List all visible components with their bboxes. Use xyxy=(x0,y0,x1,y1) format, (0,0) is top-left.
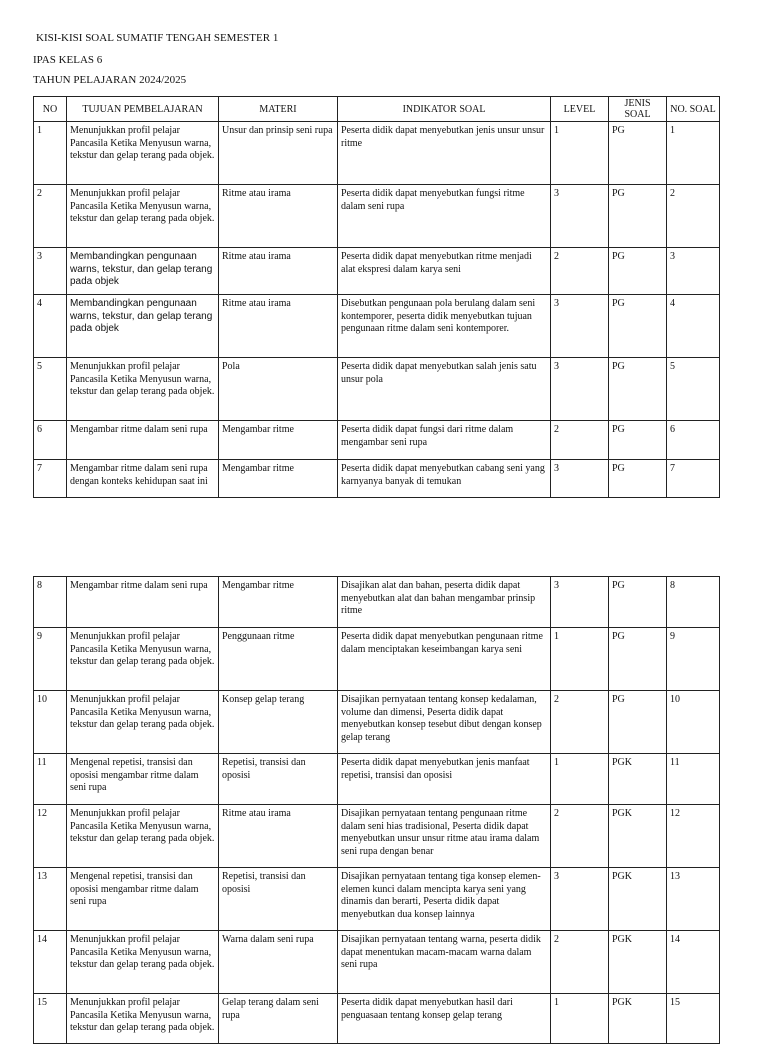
cell-no: 3 xyxy=(34,248,67,295)
cell-nomor: 9 xyxy=(667,628,720,691)
cell-no: 8 xyxy=(34,577,67,628)
cell-jenis: PG xyxy=(609,122,667,185)
cell-nomor: 7 xyxy=(667,460,720,498)
cell-no: 5 xyxy=(34,358,67,421)
cell-level: 1 xyxy=(551,628,609,691)
cell-indikator: Peserta didik dapat menyebutkan ritme menjadi alat ekspresi dalam karya seni xyxy=(338,248,551,295)
cell-level: 2 xyxy=(551,421,609,460)
cell-jenis: PG xyxy=(609,577,667,628)
cell-no: 12 xyxy=(34,805,67,868)
cell-level: 3 xyxy=(551,577,609,628)
table-row xyxy=(34,754,720,805)
cell-jenis: PG xyxy=(609,628,667,691)
cell-tujuan: Mengambar ritme dalam seni rupa dengan konteks kehidupan saat ini xyxy=(67,460,219,498)
table-row xyxy=(34,628,720,691)
cell-nomor: 1 xyxy=(667,122,720,185)
cell-materi: Unsur dan prinsip seni rupa xyxy=(219,122,338,185)
col-header-jenis: JENIS SOAL xyxy=(609,97,667,122)
cell-jenis: PG xyxy=(609,358,667,421)
cell-level: 2 xyxy=(551,931,609,994)
cell-indikator: Disajikan pernyataan tentang warna, peserta didik dapat menentukan macam-macam warna dalam seni rupa xyxy=(338,931,551,994)
document-title: KISI-KISI SOAL SUMATIF TENGAH SEMESTER 1 xyxy=(36,32,279,44)
cell-materi: Gelap terang dalam seni rupa xyxy=(219,994,338,1044)
cell-indikator: Peserta didik dapat menyebutkan pengunaan ritme dalam menciptakan keseimbangan karya seni xyxy=(338,628,551,691)
cell-level: 3 xyxy=(551,185,609,248)
cell-level: 1 xyxy=(551,754,609,805)
cell-level: 3 xyxy=(551,358,609,421)
cell-nomor: 11 xyxy=(667,754,720,805)
cell-tujuan: Menunjukkan profil pelajar Pancasila Ketika Menyusun warna, tekstur dan gelap terang pada objek. xyxy=(67,358,219,421)
cell-tujuan: Menunjukkan profil pelajar Pancasila Ketika Menyusun warna, tekstur dan gelap terang pada objek. xyxy=(67,122,219,185)
table-row xyxy=(34,248,720,295)
cell-tujuan: Membandingkan pengunaan warns, tekstur, dan gelap terang pada objek xyxy=(67,248,219,295)
cell-jenis: PG xyxy=(609,691,667,754)
cell-nomor: 8 xyxy=(667,577,720,628)
cell-jenis: PG xyxy=(609,460,667,498)
col-header-tujuan: TUJUAN PEMBELAJARAN xyxy=(67,97,219,122)
cell-materi: Mengambar ritme xyxy=(219,460,338,498)
cell-indikator: Peserta didik dapat menyebutkan hasil dari penguasaan tentang konsep gelap terang xyxy=(338,994,551,1044)
cell-tujuan: Menunjukkan profil pelajar Pancasila Ketika Menyusun warna, tekstur dan gelap terang pada objek. xyxy=(67,805,219,868)
cell-no: 10 xyxy=(34,691,67,754)
col-header-nomor: NO. SOAL xyxy=(667,97,720,122)
cell-level: 1 xyxy=(551,994,609,1044)
cell-nomor: 13 xyxy=(667,868,720,931)
cell-indikator: Disajikan pernyataan tentang konsep kedalaman, volume dan dimensi, Peserta didik dapat menyebutkan konsep tesebut dibut dengan konsep gelap terang xyxy=(338,691,551,754)
cell-no: 9 xyxy=(34,628,67,691)
cell-indikator: Disajikan pernyataan tentang pengunaan ritme dalam seni hias tradisional, Peserta didik dapat menyebutkan unsur unsur ritme atau irama dalam seni rupa dengan benar xyxy=(338,805,551,868)
cell-jenis: PG xyxy=(609,295,667,358)
cell-nomor: 6 xyxy=(667,421,720,460)
cell-no: 6 xyxy=(34,421,67,460)
cell-no: 13 xyxy=(34,868,67,931)
cell-jenis: PGK xyxy=(609,994,667,1044)
cell-no: 7 xyxy=(34,460,67,498)
cell-jenis: PGK xyxy=(609,868,667,931)
cell-jenis: PGK xyxy=(609,805,667,868)
cell-jenis: PG xyxy=(609,248,667,295)
cell-indikator: Peserta didik dapat menyebutkan jenis unsur unsur ritme xyxy=(338,122,551,185)
table-header-row xyxy=(34,97,720,122)
col-header-materi: MATERI xyxy=(219,97,338,122)
cell-materi: Ritme atau irama xyxy=(219,805,338,868)
cell-nomor: 3 xyxy=(667,248,720,295)
cell-materi: Repetisi, transisi dan oposisi xyxy=(219,754,338,805)
cell-tujuan: Menunjukkan profil pelajar Pancasila Ketika Menyusun warna, tekstur dan gelap terang pada objek. xyxy=(67,185,219,248)
cell-indikator: Peserta didik dapat menyebutkan jenis manfaat repetisi, transisi dan oposisi xyxy=(338,754,551,805)
cell-no: 15 xyxy=(34,994,67,1044)
table-row xyxy=(34,577,720,628)
cell-tujuan: Membandingkan pengunaan warns, tekstur, dan gelap terang pada objek xyxy=(67,295,219,358)
cell-jenis: PG xyxy=(609,421,667,460)
cell-tujuan: Menunjukkan profil pelajar Pancasila Ketika Menyusun warna, tekstur dan gelap terang pada objek. xyxy=(67,931,219,994)
cell-no: 11 xyxy=(34,754,67,805)
cell-tujuan: Mengenal repetisi, transisi dan oposisi mengambar ritme dalam seni rupa xyxy=(67,754,219,805)
cell-materi: Repetisi, transisi dan oposisi xyxy=(219,868,338,931)
cell-nomor: 5 xyxy=(667,358,720,421)
cell-nomor: 4 xyxy=(667,295,720,358)
table-row xyxy=(34,868,720,931)
table-row xyxy=(34,994,720,1044)
cell-tujuan: Menunjukkan profil pelajar Pancasila Ketika Menyusun warna, tekstur dan gelap terang pada objek. xyxy=(67,994,219,1044)
table-row xyxy=(34,358,720,421)
cell-tujuan: Mengenal repetisi, transisi dan oposisi mengambar ritme dalam seni rupa xyxy=(67,868,219,931)
cell-indikator: Peserta didik dapat menyebutkan salah jenis satu unsur pola xyxy=(338,358,551,421)
table-row xyxy=(34,460,720,498)
col-header-level: LEVEL xyxy=(551,97,609,122)
cell-level: 1 xyxy=(551,122,609,185)
cell-no: 14 xyxy=(34,931,67,994)
cell-tujuan: Menunjukkan profil pelajar Pancasila Ketika Menyusun warna, tekstur dan gelap terang pada objek. xyxy=(67,628,219,691)
cell-level: 3 xyxy=(551,460,609,498)
cell-jenis: PG xyxy=(609,185,667,248)
table-row xyxy=(34,122,720,185)
cell-indikator: Peserta didik dapat menyebutkan fungsi ritme dalam seni rupa xyxy=(338,185,551,248)
table-row xyxy=(34,295,720,358)
cell-materi: Konsep gelap terang xyxy=(219,691,338,754)
cell-materi: Pola xyxy=(219,358,338,421)
cell-no: 4 xyxy=(34,295,67,358)
cell-tujuan: Mengambar ritme dalam seni rupa xyxy=(67,577,219,628)
cell-materi: Penggunaan ritme xyxy=(219,628,338,691)
grid-table-page-1 xyxy=(33,96,720,498)
table-row xyxy=(34,805,720,868)
subject-line: IPAS KELAS 6 xyxy=(33,54,103,66)
cell-tujuan: Menunjukkan profil pelajar Pancasila Ketika Menyusun warna, tekstur dan gelap terang pada objek. xyxy=(67,691,219,754)
cell-nomor: 14 xyxy=(667,931,720,994)
table-row xyxy=(34,691,720,754)
table-row xyxy=(34,421,720,460)
table-row xyxy=(34,931,720,994)
cell-nomor: 15 xyxy=(667,994,720,1044)
cell-no: 2 xyxy=(34,185,67,248)
cell-indikator: Peserta didik dapat menyebutkan cabang seni yang karnyanya banyak di temukan xyxy=(338,460,551,498)
cell-level: 2 xyxy=(551,805,609,868)
cell-indikator: Disajikan pernyataan tentang tiga konsep elemen-elemen kunci dalam mencipta karya seni yang dinamis dan berarti, Peserta didik dapat menyebutkan dua konsep lainnya xyxy=(338,868,551,931)
cell-nomor: 10 xyxy=(667,691,720,754)
cell-materi: Warna dalam seni rupa xyxy=(219,931,338,994)
cell-indikator: Disebutkan pengunaan pola berulang dalam seni kontemporer, peserta didik menyebutkan tujuan pengunaan ritme dalam seni kontemporer. xyxy=(338,295,551,358)
cell-materi: Ritme atau irama xyxy=(219,248,338,295)
cell-nomor: 12 xyxy=(667,805,720,868)
cell-materi: Ritme atau irama xyxy=(219,185,338,248)
grid-table-page-2 xyxy=(33,576,720,1044)
cell-indikator: Disajikan alat dan bahan, peserta didik dapat menyebutkan alat dan bahan mengambar prinsip ritme xyxy=(338,577,551,628)
cell-materi: Mengambar ritme xyxy=(219,577,338,628)
cell-materi: Ritme atau irama xyxy=(219,295,338,358)
cell-no: 1 xyxy=(34,122,67,185)
cell-indikator: Peserta didik dapat fungsi dari ritme dalam mengambar seni rupa xyxy=(338,421,551,460)
cell-level: 2 xyxy=(551,691,609,754)
cell-level: 3 xyxy=(551,868,609,931)
col-header-indikator: INDIKATOR SOAL xyxy=(338,97,551,122)
cell-level: 3 xyxy=(551,295,609,358)
cell-level: 2 xyxy=(551,248,609,295)
cell-tujuan: Mengambar ritme dalam seni rupa xyxy=(67,421,219,460)
col-header-no: NO xyxy=(34,97,67,122)
cell-jenis: PGK xyxy=(609,754,667,805)
cell-nomor: 2 xyxy=(667,185,720,248)
cell-materi: Mengambar ritme xyxy=(219,421,338,460)
cell-jenis: PGK xyxy=(609,931,667,994)
table-row xyxy=(34,185,720,248)
academic-year: TAHUN PELAJARAN 2024/2025 xyxy=(33,74,187,86)
